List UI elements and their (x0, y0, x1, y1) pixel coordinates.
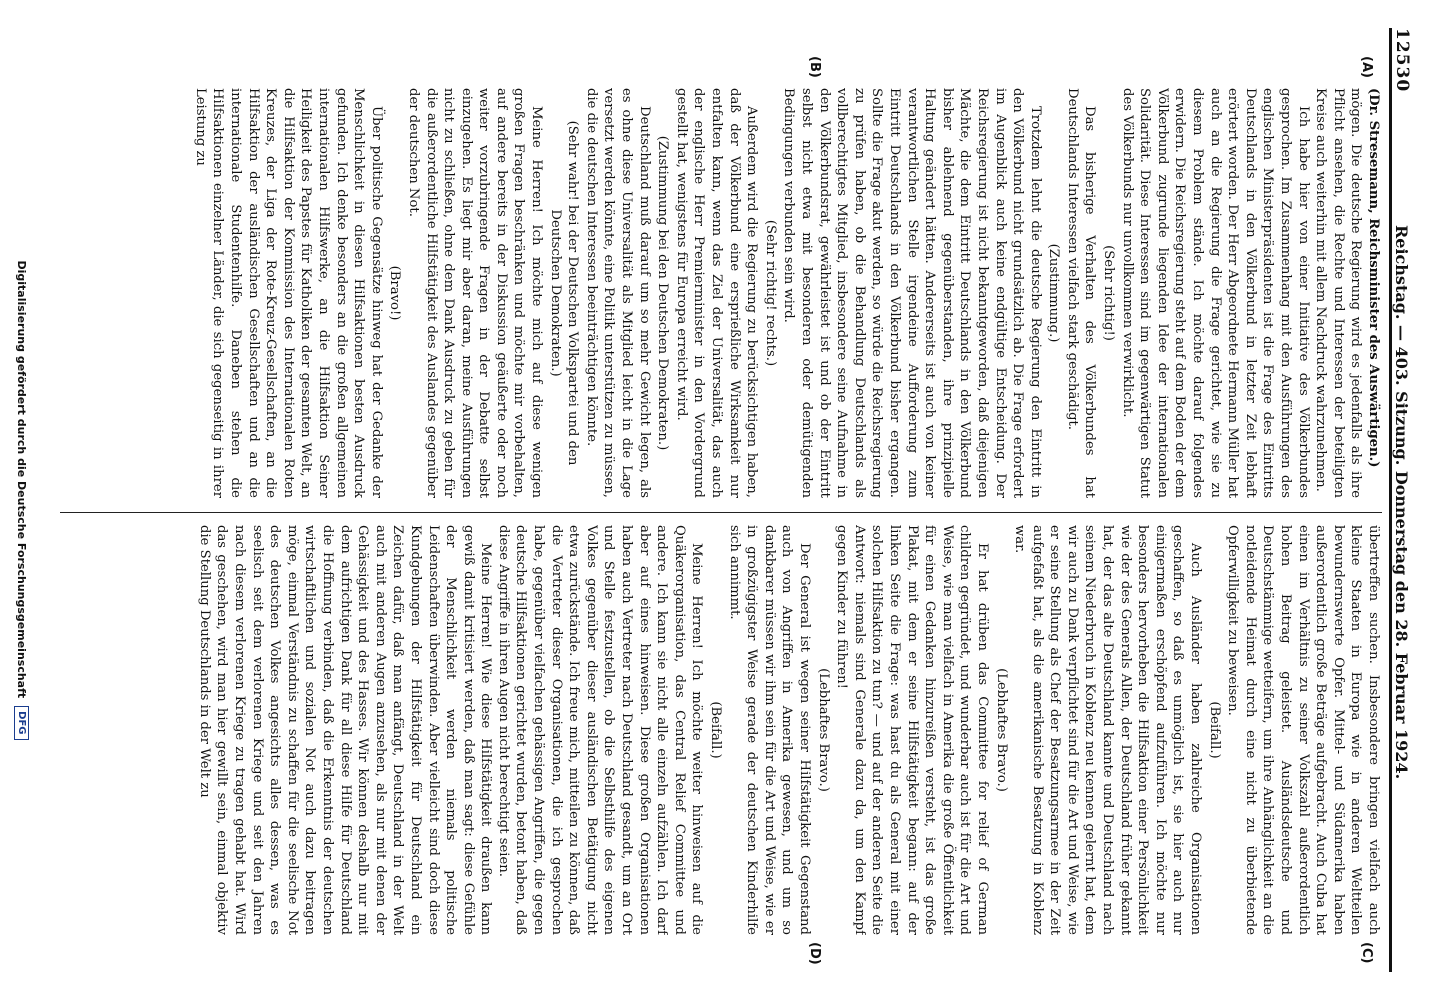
paragraph: übertreffen suchen. Insbesondere bringen vielfach auch kleine Staaten in Europa wie in anderen Weltteilen bewundernswerte Opfer. Mittel- und Südamerika haben außerordentlich große Beträge aufgebracht. Auch Cuba hat einen im Verhältnis zu seiner Volkszahl außerordentlich hohen Beitrag geleistet. Ausländsdeutsche und Deutschstämmige wetteifern, um ihre Anhänglichkeit an die notleidende Heimat durch eine nicht zu überbietende Opferwilligkeit zu beweisen. (1225, 525, 1381, 935)
paragraph: Der General ist wegen seiner Hilfstätigkeit Gegenstand auch von Angriffen in Amerika gewesen, und um so dankbarer müssen wir ihm sein für die Art und Weise, wie er in großzügigster Weise gerade der deutschen Kinderhilfe sich annimmt. (726, 525, 812, 935)
interjection: (Beifall.) (708, 701, 724, 759)
speaker-line: (Dr. Stresemann, Reichsminister des Auswärtigen.) (1366, 88, 1381, 468)
interjection: (Lebhaftes Bravo.) (815, 668, 831, 792)
paragraph: Meine Herren! Wie diese Hilfstätigkeit draußen kann gewiß damit kritisiert werden, daß man sagt: diese Gefühle der Menschlichkeit werden niemals politische Leidenschaften überwinden. Aber vielleicht sind doch diese Kundgebungen der Hilfstätigkeit für Deutschland ein Zeichen dafür, daß man anfängt, Deutschland in der Welt auch mit anderen Augen anzusehen, als nur mit denen der Gehässigkeit und des Hasses. Wir können deshalb nur mit dem aufrichtigen Dank für all diese Hilfe für Deutschland die Hoffnung verbinden, daß die Erkenntnis der deutschen wirtschaftlichen und sozialen Not auch dazu beitragen möge, einmal Verständnis zu schaffen für die seelische Not des deutschen Volkes angesichts alles dessen, was es seelisch seit dem verlorenen Kriege und seit den Jahren nach diesem verlorenen Kriege zu tragen gehabt hat. Wird das geschehen, wird man hier gewillt sein, einmal objektiv die Stellung Deutschlands in der Welt zu (196, 525, 494, 935)
page-number: 12530 (1392, 28, 1412, 93)
digitization-footer (8, 0, 36, 1000)
interjection: (Beifall.) (1206, 701, 1222, 759)
column-divider (60, 512, 1382, 513)
paragraph: Meine Herren! Ich möchte weiter hinweisen auf die Quäkerorganisation, das Central Relief Committee und andere. Ich kann sie nicht alle einzeln aufzählen. Ich darf aber auf eines hinweisen. Diese großen Organisationen haben auch Vertreter nach Deutschland gesandt, um an Ort und Stelle festzustellen, ob die Selbsthilfe des eigenen Volkes gegenüber dieser ausländischen Betätigung nicht etwa zurückstände. Ich freue mich, mitteilen zu können, daß die Vertreter dieser Organisationen, die ich gesprochen habe, gegenüber vielfachen gehässigen Angriffen, die gegen deutsche Hilfsaktionen gerichtet wurden, betont haben, daß diese Angriffe in ihren Augen nicht berechtigt seien. (495, 525, 705, 935)
interjection: (Sehr richtig! rechts.) (762, 219, 778, 367)
interjection: (Zustimmung.) (1046, 243, 1062, 343)
paragraph: Außerdem wird die Regierung zu berücksichtigen haben, daß der Völkerbund eine ersprießliche Wirksamkeit nur entfalten kann, wenn das Ziel der Universalität, das auch der englische Herr Premierminister in den Vordergrund gestellt hat, wenigstens für Europa erreicht wird. (673, 88, 760, 498)
interjection: (Lebhaftes Bravo.) (993, 668, 1009, 792)
interjection: (Bravo!) (387, 265, 403, 321)
paragraph: Er hat drüben das Committee for relief of German children gegründet, und wunderbar auch ist für die Art und Weise, wie man vielfach in Amerika die große Öffentlichkeit für einen Gedanken hinzureißen versteht, ist das große Plakat, mit dem er seine Hilfstätigkeit begann: auf der linken Seite die Frage: was hast du als General mit einer solchen Hilfsaktion zu tun? — und auf der anderen Seite die Antwort: niemals sind Generale dazu da, um den Kampf gegen Kinder zu führen! (834, 525, 990, 935)
interjection: (Sehr richtig!) (1101, 245, 1117, 341)
margin-marker-d: (D) (807, 942, 822, 965)
paragraph: Auch Ausländer haben zahlreiche Organisationen geschaffen, so daß es unmöglich ist, sie hier auch nur einigermaßen erschöpfend aufzuführen. Ich möchte nur besonders hervorheben die Hilfsaktion einer Persönlichkeit wie der des Generals Allen, der Deutschland früher gekannt hat, der das alte Deutschland kannte und Deutschland nach seinem Niederbruch in Koblenz neu kennen gelernt hat, dem wir auch zu Dank verpflichtet sind für die Art und Weise, wie er seine Stellung als Chef der Besatzungsarmee in der Zeit aufgefaßt hat, als die amerikanische Besatzung in Koblenz war. (1012, 525, 1204, 935)
page-header (1389, 28, 1422, 972)
margin-marker-c: (C) (1359, 942, 1374, 964)
interjection: (Sehr wahr! bei der Deutschen Volkspartei und den Deutschen Demokraten.) (547, 120, 581, 466)
paragraph: Das bisherige Verhalten des Völkerbundes hat Deutschlands Interessen vielfach stark geschädigt. (1064, 88, 1098, 498)
session-line: Reichstag. — 403. Sitzung. Donnerstag den 28. Februar 1924. (1392, 225, 1411, 780)
footer-credit: Digitalisierung gefördert durch die Deutsche Forschungsgemeinschaft (15, 260, 29, 699)
paragraph: Deutschland muß darauf um so mehr Gewicht legen, als es ohne diese Universalität als Mitglied leicht in die Lage versetzt werden könnte, eine Politik unterstützen zu müssen, die die deutschen Interessen beeinträchtigen könnte. (583, 88, 652, 498)
margin-marker-b: (B) (807, 56, 822, 78)
left-column (60, 88, 1382, 498)
dfg-logo: DFG (15, 706, 30, 739)
paragraph: mögen. Die deutsche Regierung wird es jedenfalls als ihre Pflicht ansehen, die Rechte und Interessen der beteiligten Kreise auch weiterhin mit allem Nachdruck wahrzunehmen. (1313, 88, 1364, 498)
paragraph: Meine Herren! Ich möchte mich auf diese wenigen großen Fragen beschränken und möchte mir vorbehalten, auf andere bereits in der Diskussion geäußerte oder noch weiter vorzubringende Fragen in der Debatte selbst einzugehen. Es liegt mir aber daran, meine Ausführungen nicht zu schließen, ohne dem Dank Ausdruck zu geben für die außerordentliche Hilfstätigkeit des Auslandes gegenüber der deutschen Not. (405, 88, 545, 498)
margin-marker-a: (A) (1359, 56, 1374, 78)
interjection: (Zustimmung bei den Deutschen Demokraten.) (655, 135, 671, 451)
paragraph: Ich habe hier von einer Initiative des Völkerbundes gesprochen. Im Zusammenhang mit den Ausführungen des englischen Ministerpräsidenten ist die Frage des Eintritts Deutschlands in den Völkerbund in letzter Zeit lebhaft erörtert worden. Der Herr Abgeordnete Hermann Müller hat auch an die Regierung die Frage gerichtet, wie sie zu diesem Problem stände. Ich möchte darauf folgendes erwidern. Die Reichsregierung steht auf dem Boden der dem Völkerbund zugrunde liegenden Idee der internationalen Solidarität. Diese Interessen sind im gegenwärtigen Statut des Völkerbunds nur unvollkommen verwirklicht. (1119, 88, 1311, 498)
right-column (60, 525, 1382, 935)
paragraph: Über politische Gegensätze hinweg hat der Gedanke der Menschlichkeit in diesen Hilfsaktionen besten Ausdruck gefunden. Ich denke besonders an die großen allgemeinen internationalen Hilfswerke, an die Hilfsaktion Seiner Heiligkeit des Papstes für Katholiken der gesamten Welt, an die Hilfsaktion der Kommission des Internationalen Roten Kreuzes, der Liga der Rote-Kreuz-Gesellschaften, an die Hilfsaktion der ausländischen Gesellschaften und an die internationale Studentenhilfe. Daneben stehen die Hilfsaktionen einzelner Länder, die sich gegenseitig in ihrer Leistung zu (192, 88, 384, 498)
paragraph: Trotzdem lehnt die deutsche Regierung den Eintritt in den Völkerbund nicht grundsätzlich ab. Die Frage erfordert im Augenblick auch keine endgültige Entscheidung. Der Reichsregierung ist nicht bekanntgeworden, daß diejenigen Mächte, die dem Eintritt Deutschlands in den Völkerbund bisher ablehnend gegenüberstanden, ihre prinzipielle Haltung geändert hätten. Andererseits ist auch von keiner verantwortlichen Stelle irgendeine Aufforderung zum Eintritt Deutschlands in den Völkerbund bisher ergangen. Sollte die Frage akut werden, so würde die Reichsregierung zu prüfen haben, ob die Behandlung Deutschlands als vollberechtigtes Mitglied, insbesondere seine Aufnahme in den Völkerbundsrat, gewährleistet ist und ob der Eintritt selbst nicht etwa mit besonderen oder demütigenden Bedingungen verbunden sein wird. (781, 88, 1043, 498)
